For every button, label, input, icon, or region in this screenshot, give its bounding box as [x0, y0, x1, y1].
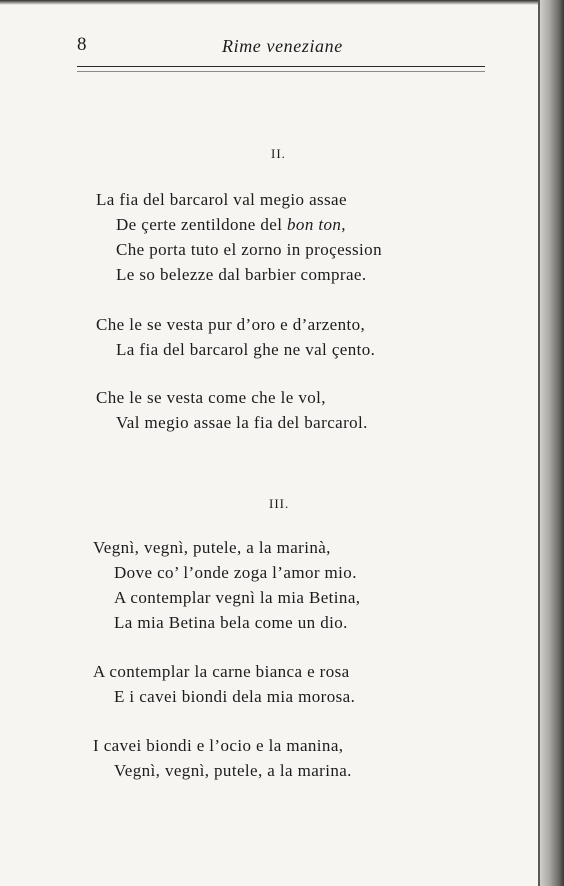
verse-line: Vegnì, vegnì, putele, a la marinà, [93, 538, 331, 557]
verse-line: A contemplar la carne bianca e rosa [93, 662, 350, 681]
verse-line: Le so belezze dal barbier comprae. [116, 265, 367, 284]
section-numeral-iii: III. [269, 496, 290, 511]
verse-line: La fia del barcarol ghe ne val çento. [116, 340, 376, 359]
verse-line: La mia Betina bela come un dio. [114, 613, 348, 632]
verse-line: E i cavei biondi dela mia morosa. [114, 687, 356, 706]
verse-line: Dove co’ l’onde zoga l’amor mio. [114, 563, 357, 582]
header-rule-thin [77, 71, 485, 72]
italic-phrase: bon ton, [287, 215, 346, 234]
verse-line: Vegnì, vegnì, putele, a la marina. [114, 761, 352, 780]
top-shadow [0, 0, 564, 5]
book-spine-shadow [538, 0, 564, 886]
verse-line: Che le se vesta pur d’oro e d’arzento, [96, 315, 366, 334]
section-numeral-ii: II. [271, 146, 286, 161]
verse-line-text: De çerte zentildone del [116, 215, 288, 234]
verse-line: Che le se vesta come che le vol, [96, 388, 326, 407]
page-header [0, 30, 564, 60]
page-number: 8 [77, 34, 88, 55]
verse-line: Val megio assae la fia del barcarol. [116, 413, 368, 432]
verse-line: A contemplar vegnì la mia Betina, [114, 588, 361, 607]
verse-line: I cavei biondi e l’ocio e la manina, [93, 736, 344, 755]
verse-line: La fia del barcarol val megio assae [96, 190, 347, 209]
header-rule [77, 66, 485, 67]
verse-line [116, 215, 346, 235]
page-edge [538, 0, 540, 886]
running-title: Rime veneziane [222, 36, 343, 56]
verse-line: Che porta tuto el zorno in proçession [116, 240, 382, 259]
